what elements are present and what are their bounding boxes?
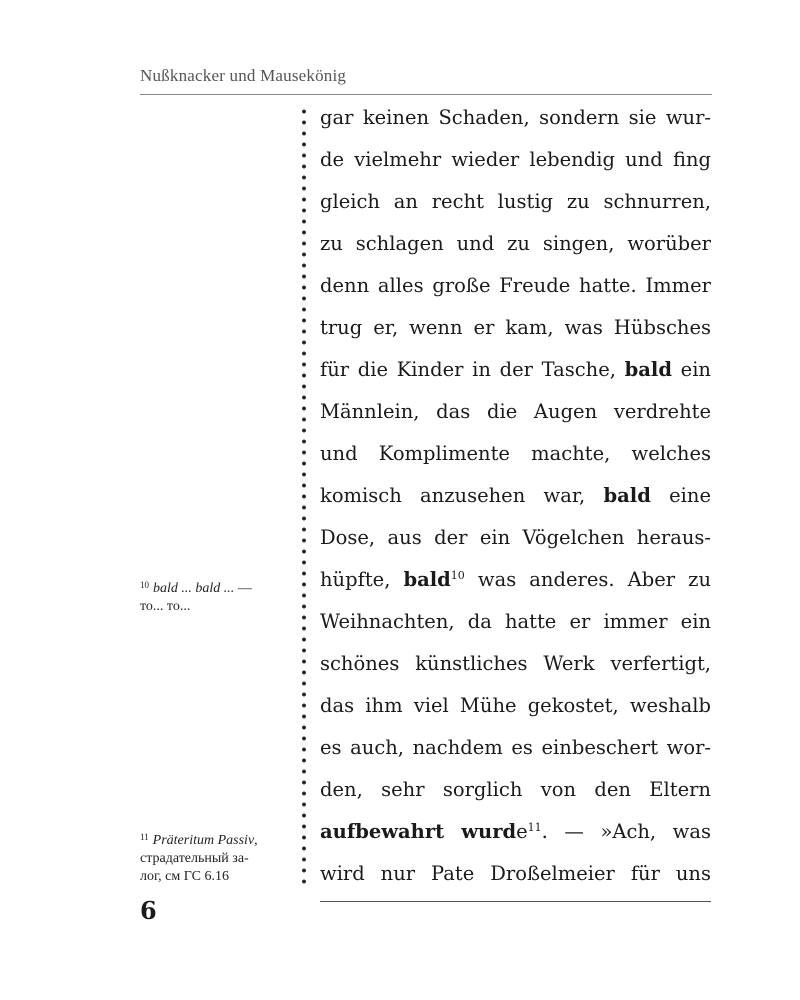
text-line: es auch, nachdem es einbeschert wor- bbox=[320, 736, 711, 759]
footnote-term: bald ... bald ... bbox=[153, 581, 235, 596]
text-line: Weihnachten, da hatte er immer ein bbox=[320, 610, 711, 633]
footnote-ref: 11 bbox=[527, 821, 542, 834]
bold-keyword: bald bbox=[403, 568, 451, 591]
footnote-translation: лог, см ГС 6.16 bbox=[140, 869, 229, 884]
main-text-column bbox=[320, 97, 711, 895]
text-line: das ihm viel Mühe gekostet, weshalb bbox=[320, 694, 711, 717]
footnote-ref: 10 bbox=[450, 569, 465, 582]
text-line: zu schlagen und zu singen, worüber bbox=[320, 232, 711, 255]
footnote-translation: то... то... bbox=[140, 599, 191, 614]
text-line: und Komplimente machte, welches bbox=[320, 442, 711, 465]
footnote-number: 11 bbox=[140, 832, 149, 842]
footnote-term: Präteritum Passiv bbox=[152, 833, 255, 848]
text-line: Männlein, das die Augen verdrehte bbox=[320, 400, 711, 423]
footnote-11: $^{11}$ Präteritum Passiv, страдательный за- лог, см ГС 6.16 bbox=[140, 832, 258, 884]
bold-keyword: bald bbox=[603, 484, 651, 507]
text-line: schönes künstliches Werk verfertigt, bbox=[320, 652, 711, 675]
text-bottom-divider bbox=[320, 901, 711, 902]
bold-keyword: bald bbox=[624, 358, 672, 381]
text-line: komisch anzusehen war, bald eine bbox=[320, 484, 711, 507]
page-number: 6 bbox=[140, 896, 157, 925]
text-line: wird nur Pate Droßelmeier für uns bbox=[320, 862, 711, 885]
header-divider bbox=[140, 94, 712, 95]
text-line: trug er, wenn er kam, was Hübsches bbox=[320, 316, 711, 339]
footnote-number: 10 bbox=[140, 580, 149, 590]
bold-keyword: aufbewahrt wurd bbox=[320, 820, 517, 843]
text-line: gleich an recht lustig zu schnurren, bbox=[320, 190, 711, 213]
footnote-translation: страдательный за- bbox=[140, 851, 249, 866]
running-header: Nußknacker und Mausekönig bbox=[140, 66, 347, 85]
dotted-margin-rule bbox=[302, 106, 306, 884]
footnote-10: $^{10}$ bald ... bald ... — то... то... bbox=[140, 580, 252, 614]
text-line: hüpfte, bald$^{10}$ was anderes. Aber zu bbox=[320, 568, 711, 591]
text-line: denn alles große Freude hatte. Immer bbox=[320, 274, 711, 297]
text-line: de vielmehr wieder lebendig und fing bbox=[320, 148, 711, 171]
text-line: aufbewahrt wurde$^{11}$. — »Ach, was bbox=[320, 820, 711, 843]
text-line: Dose, aus der ein Vögelchen heraus- bbox=[320, 526, 711, 549]
text-line: für die Kinder in der Tasche, bald ein bbox=[320, 358, 711, 381]
text-line: den, sehr sorglich von den Eltern bbox=[320, 778, 711, 801]
text-line: gar keinen Schaden, sondern sie wur- bbox=[320, 106, 711, 129]
